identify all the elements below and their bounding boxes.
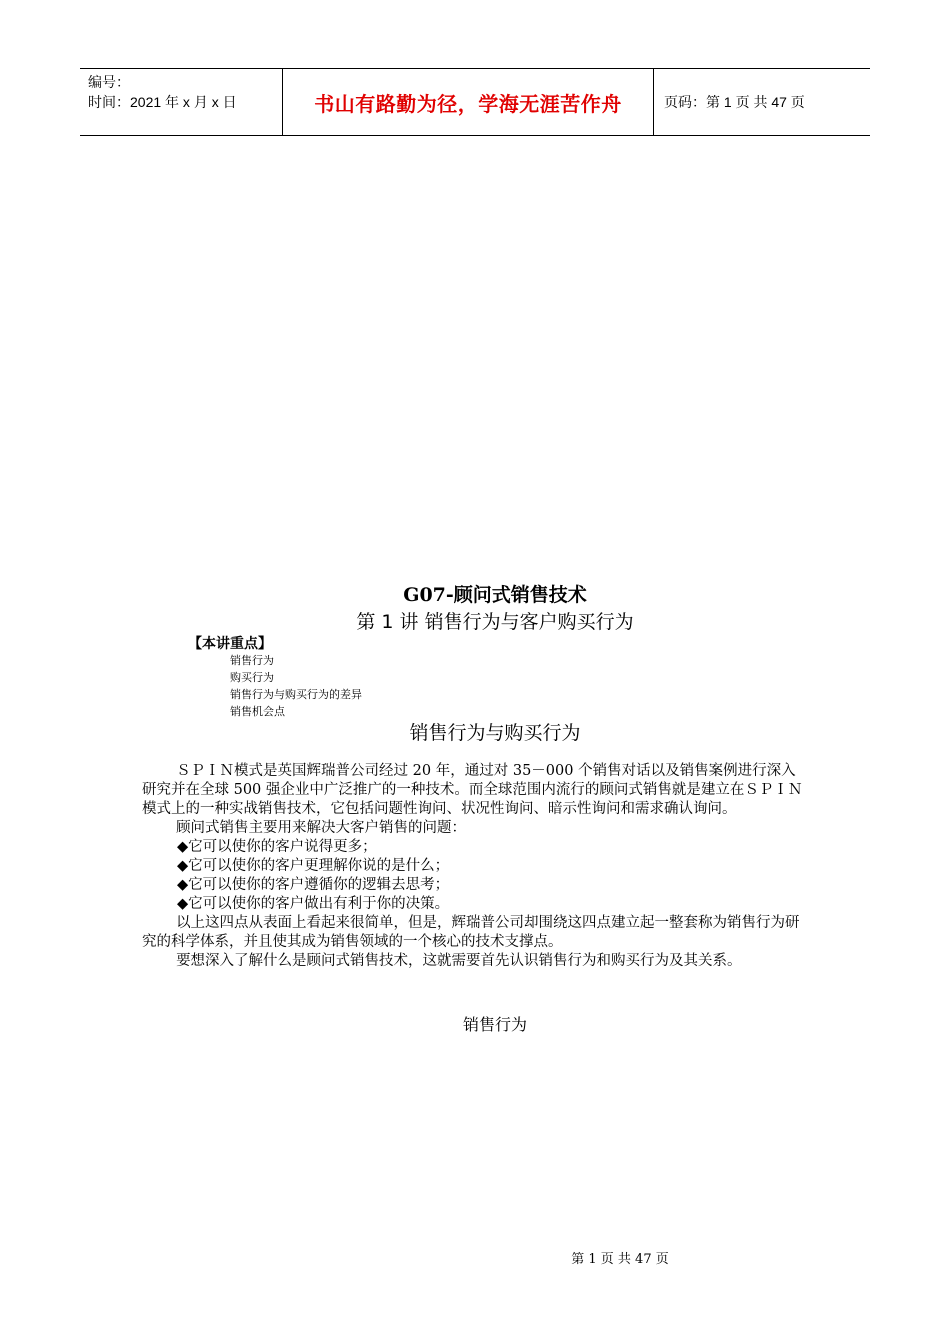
number-label: 编号： — [88, 74, 130, 90]
document-title: G07-顾问式销售技术 — [403, 584, 587, 606]
list-item: 销售机会点 — [230, 705, 285, 718]
page-info: 页码：第 1 页 共 47 页 — [664, 94, 805, 110]
page-footer: 第 1 页 共 47 页 — [571, 1252, 669, 1267]
list-item: 销售行为 — [230, 654, 274, 667]
motto: 书山有路勤为径，学海无涯苦作舟 — [282, 69, 654, 135]
lecture-title: 第 1 讲 销售行为与客户购买行为 — [356, 611, 634, 633]
header-left-cell — [80, 69, 282, 135]
bullet-item: ◆它可以使你的客户说得更多； — [177, 839, 377, 855]
body-text — [142, 762, 810, 971]
list-item: 销售行为与购买行为的差异 — [230, 688, 362, 701]
time-label: 时间：2021 年 x 月 x 日 — [88, 94, 237, 110]
bullet-item: ◆它可以使你的客户遵循你的逻辑去思考； — [177, 877, 450, 893]
paragraph: 以上这四点从表面上看起来很简单，但是，辉瑞普公司却围绕这四点建立起一整套称为销售行为研究的科学体系，并且使其成为销售领域的一个核心的技术支撑点。 — [142, 915, 800, 950]
list-item: 购买行为 — [230, 671, 274, 684]
paragraph: 顾问式销售主要用来解决大客户销售的问题： — [176, 820, 467, 836]
subsection-title: 销售行为 — [462, 1015, 527, 1034]
focus-heading: 【本讲重点】 — [188, 636, 272, 652]
header-table — [80, 68, 870, 136]
section-title: 销售行为与购买行为 — [409, 722, 581, 744]
bullet-item: ◆它可以使你的客户做出有利于你的决策。 — [177, 896, 450, 912]
bullet-item: ◆它可以使你的客户更理解你说的是什么； — [177, 858, 450, 874]
paragraph: ＳＰＩＮ模式是英国辉瑞普公司经过 20 年，通过对 35－000 个销售对话以及销售案例进行深入研究并在全球 500 强企业中广泛推广的一种技术。而全球范围内流行的顾问式销售就是建立在ＳＰＩＮ模式上的一种实战销售技术，它包括问题性询问、状况性询问、暗示性询问和需求确认询问。 — [142, 763, 803, 817]
paragraph: 要想深入了解什么是顾问式销售技术，这就需要首先认识销售行为和购买行为及其关系。 — [176, 953, 742, 969]
focus-list — [230, 652, 362, 720]
